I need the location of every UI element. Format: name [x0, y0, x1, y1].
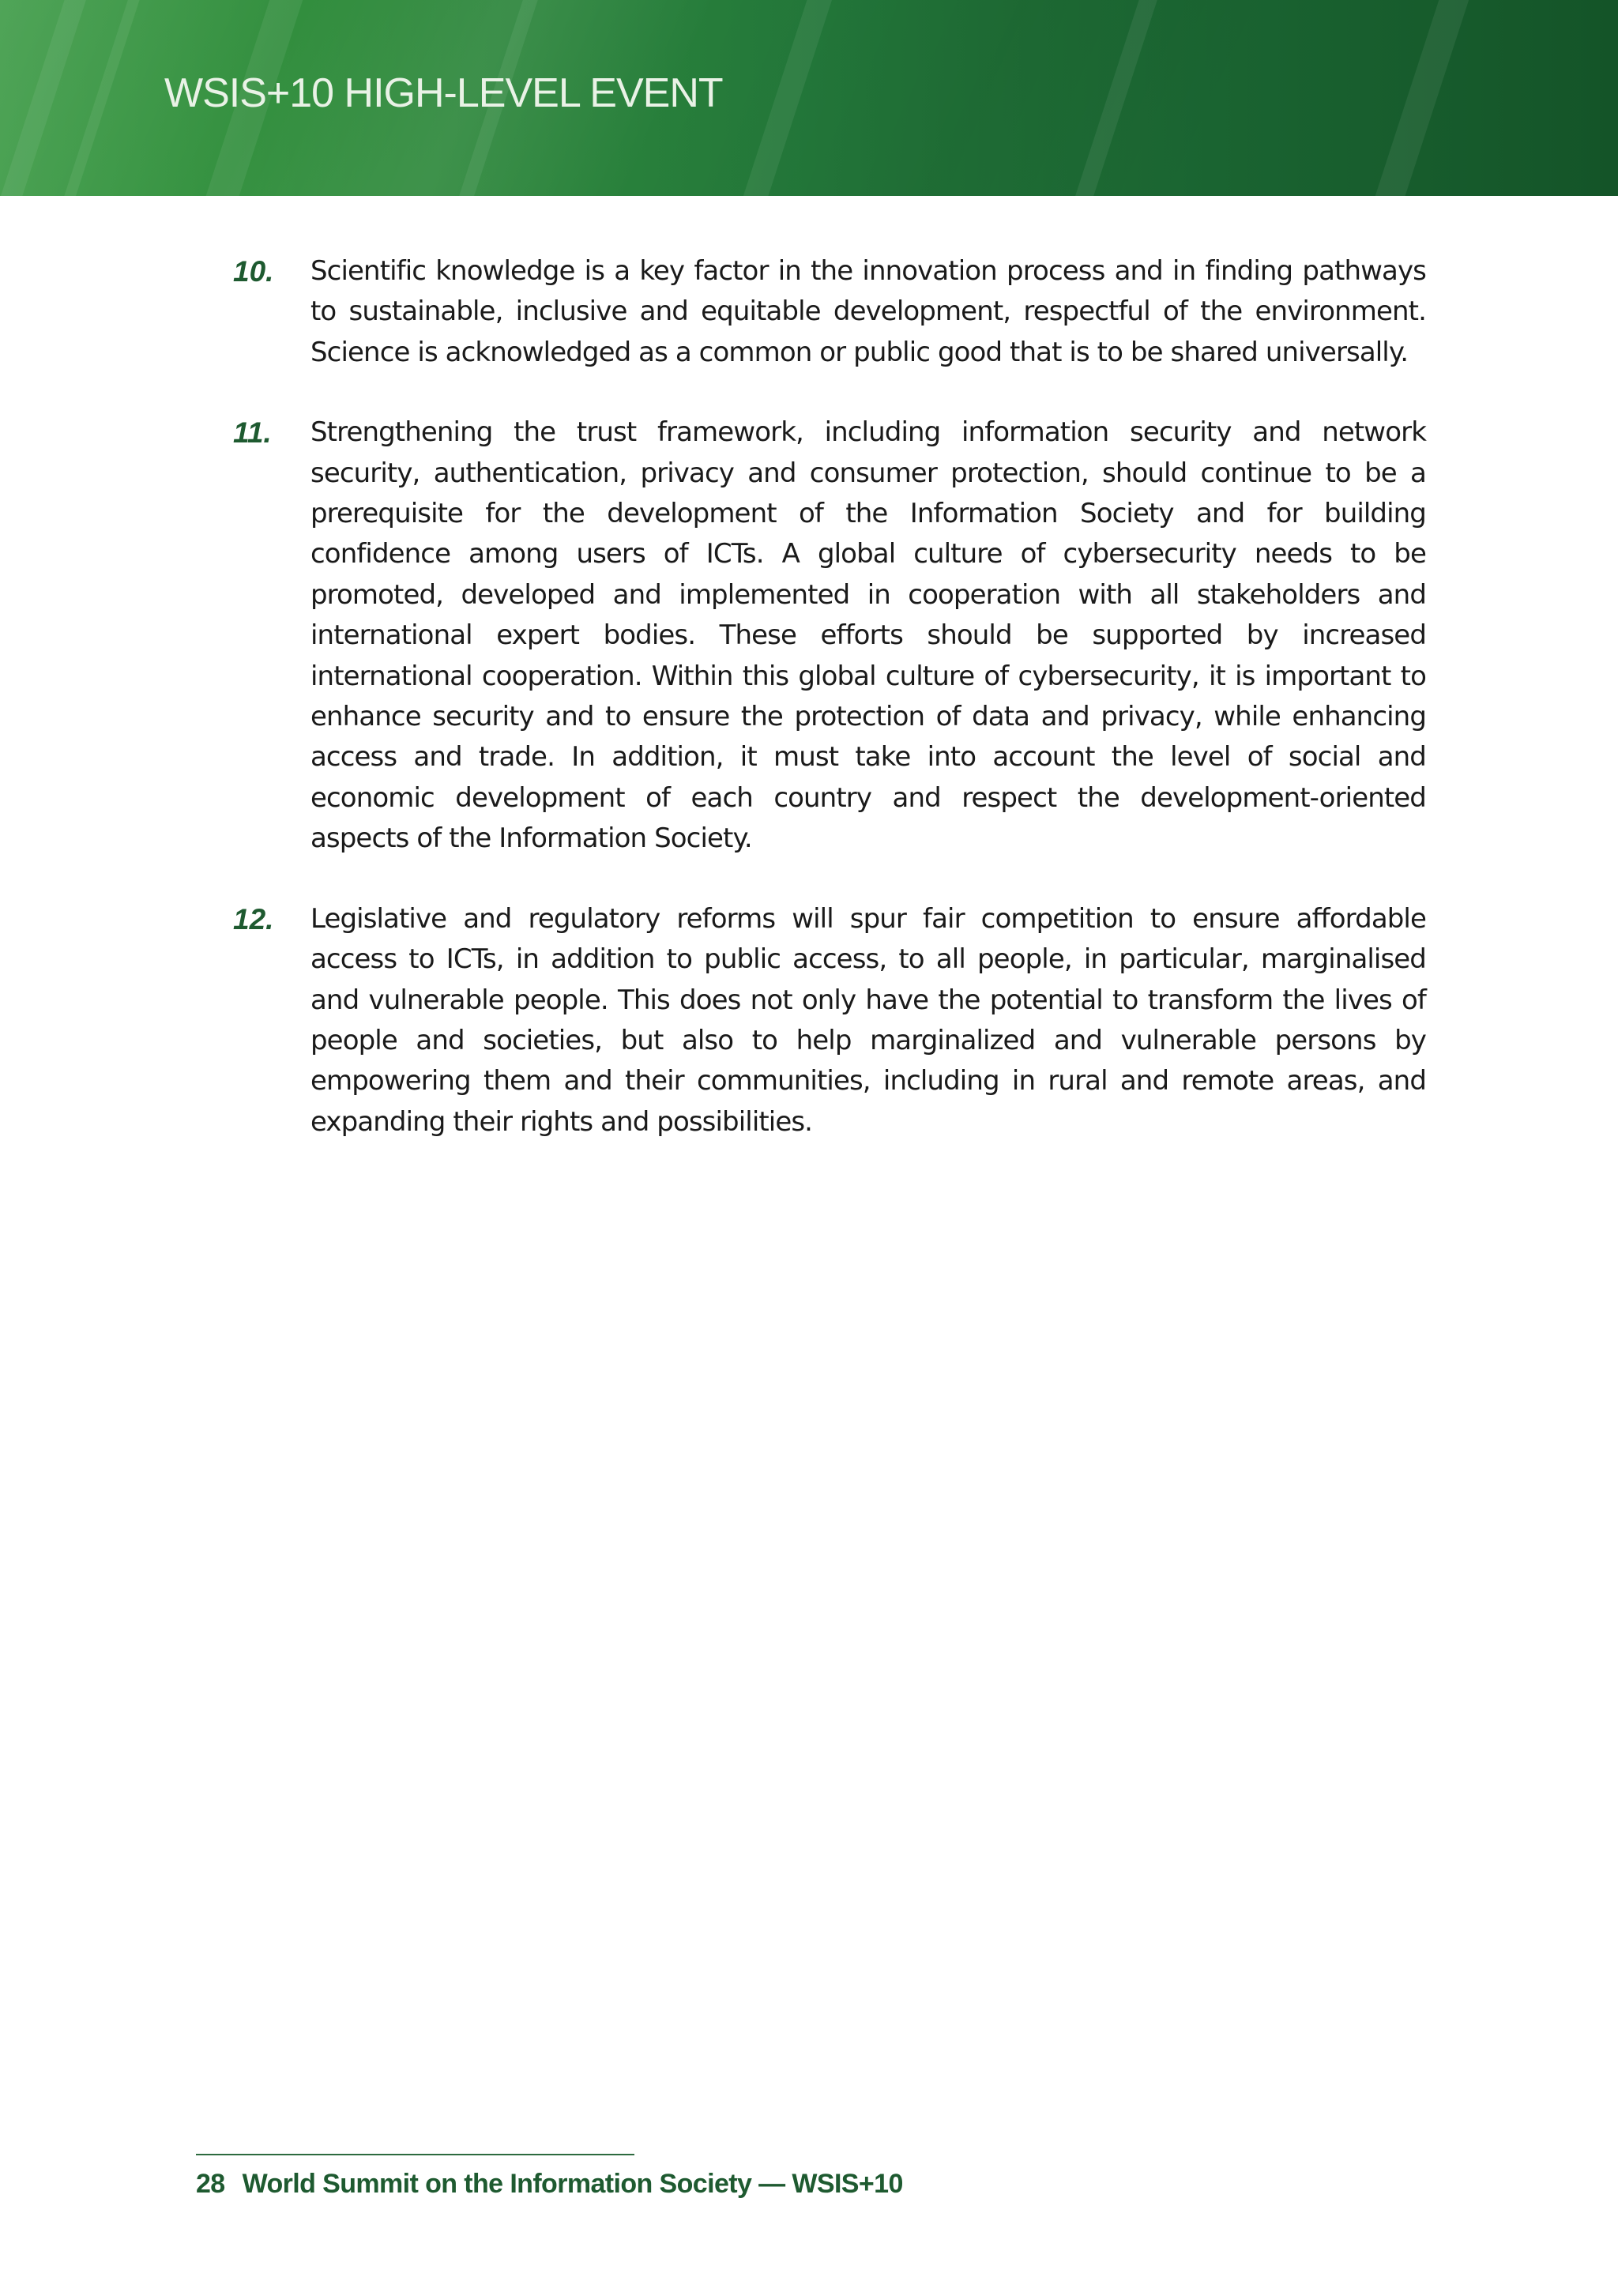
paragraph-text: Scientific knowledge is a key factor in the innovation process and in finding pathways to sustainable, inclusive and equitable development, respectful of the environment. Science is acknowledged as a common or public good that is to be shared universally.: [310, 255, 1426, 368]
header-banner: [0, 0, 1618, 196]
numbered-paragraph: [233, 899, 1426, 1142]
footer-title: World Summit on the Information Society — WSIS+10: [242, 2169, 903, 2199]
paragraph-text: Legislative and regulatory reforms will spur fair competition to ensure affordable access to ICTs, in addition to public access, to all people, in particular, marginalised and vulnerable people. This does not only have the potential to transform the lives of people and societies, but also to help marginalized and vulnerable persons by empowering them and their communities, including in rural and remote areas, and expanding their rights and possibilities.: [310, 902, 1426, 1138]
paragraph-number: 12.: [233, 902, 274, 935]
page-footer: [196, 2169, 903, 2200]
footer-divider: [196, 2154, 634, 2155]
paragraph-number: 10.: [233, 255, 274, 288]
numbered-paragraph: [233, 412, 1426, 859]
banner-title: WSIS+10 HIGH-LEVEL EVENT: [164, 70, 723, 116]
paragraph-number: 11.: [233, 416, 272, 450]
paragraph-text: Strengthening the trust framework, including information security and network security, authentication, privacy and consumer protection, should continue to be a prerequisite for the development of the Information Society and for building confidence among users of ICTs. A global culture of cybersecurity needs to be promoted, developed and implemented in cooperation with all stakeholders and international expert bodies. These efforts should be supported by increased international cooperation. Within this global culture of cybersecurity, it is important to enhance security and to ensure the protection of data and privacy, while enhancing access and trade. In addition, it must take into account the level of social and economic development of each country and respect the development-oriented aspects of the Information Society.: [310, 416, 1426, 855]
numbered-paragraph: [233, 251, 1426, 373]
document-body: [233, 251, 1426, 1182]
page-number: 28: [196, 2169, 225, 2199]
